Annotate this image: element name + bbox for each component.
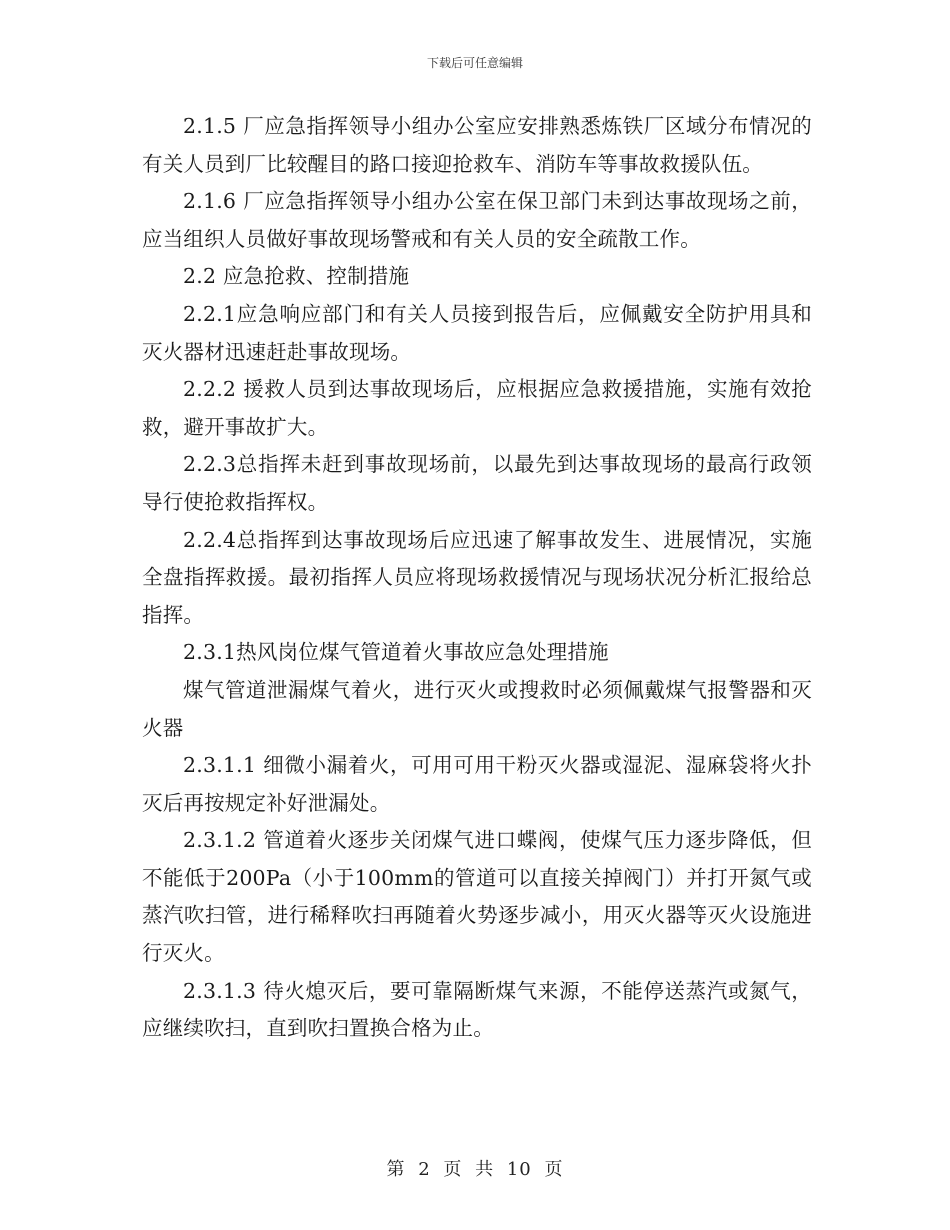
- section-heading-2-3-1: 2.3.1热风岗位煤气管道着火事故应急处理措施: [183, 640, 609, 665]
- paragraph-2-3-1-2: 2.3.1.2 管道着火逐步关闭煤气进口蝶阀，使煤气压力逐步降低，但不能低于200Pa（小于100mm的管道可以直接关掉阀门）并打开氮气或蒸汽吹扫管，进行稀释吹扫再随着火势逐步减小，用灭火器等灭火设施进行灭火。: [142, 828, 812, 966]
- document-body: [142, 108, 812, 1048]
- paragraph-2-1-5: 2.1.5 厂应急指挥领导小组办公室应安排熟悉炼铁厂区域分布情况的有关人员到厂比较醒目的路口接迎抢救车、消防车等事故救援队伍。: [142, 114, 812, 176]
- paragraph-2-3-1-1: 2.3.1.1 细微小漏着火，可用可用干粉灭火器或湿泥、湿麻袋将火扑灭后再按规定补好泄漏处。: [142, 753, 812, 815]
- paragraph-2-2-2: 2.2.2 援救人员到达事故现场后，应根据应急救援措施，实施有效抢救，避开事故扩大。: [142, 377, 812, 439]
- paragraph-2-2-1: 2.2.1应急响应部门和有关人员接到报告后，应佩戴安全防护用具和灭火器材迅速赶赴事故现场。: [142, 301, 812, 364]
- page-number: 第 2 页 共 10 页: [386, 1159, 564, 1180]
- paragraph-2-2-3: 2.2.3总指挥未赶到事故现场前，以最先到达事故现场的最高行政领导行使抢救指挥权。: [142, 452, 812, 514]
- paragraph-gas-leak-intro: 煤气管道泄漏煤气着火，进行灭火或搜救时必须佩戴煤气报警器和灭火器: [142, 677, 812, 740]
- page-header-note: 下载后可任意编辑: [426, 56, 523, 70]
- paragraph-2-3-1-3: 2.3.1.3 待火熄灭后，要可靠隔断煤气来源，不能停送蒸汽或氮气，应继续吹扫，直到吹扫置换合格为止。: [142, 978, 812, 1041]
- paragraph-2-2-4: 2.2.4总指挥到达事故现场后应迅速了解事故发生、进展情况，实施全盘指挥救援。最初指挥人员应将现场救援情况与现场状况分析汇报给总指挥。: [142, 527, 812, 627]
- paragraph-2-1-6: 2.1.6 厂应急指挥领导小组办公室在保卫部门未到达事故现场之前，应当组织人员做好事故现场警戒和有关人员的安全疏散工作。: [142, 189, 812, 251]
- section-heading-2-2: 2.2 应急抢救、控制措施: [183, 264, 410, 289]
